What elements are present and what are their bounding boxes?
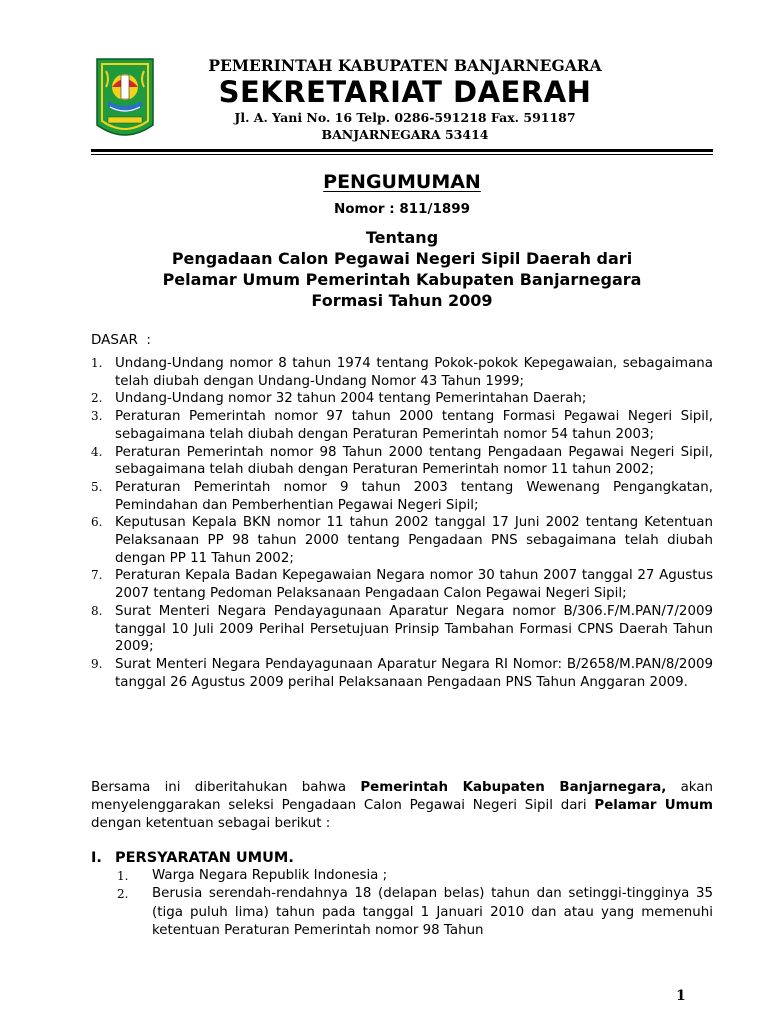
requirements-list <box>115 867 713 940</box>
list-item: 7. Peraturan Kepala Badan Kepegawaian Negara nomor 30 tahun 2007 tanggal 27 Agustus 2007 tentang Pedoman Pelaksanaan Pengadaan Calon Pegawai Negeri Sipil; <box>91 568 713 602</box>
banjarnegara-emblem-logo <box>94 57 156 145</box>
letterhead-address: Jl. A. Yani No. 16 Telp. 0286-591218 Fax. 591187 <box>234 110 576 125</box>
list-item: 8. Surat Menteri Negara Pendayagunaan Aparatur Negara nomor B/306.F/M.PAN/7/2009 tanggal 10 Juli 2009 Perihal Persetujuan Prinsip Tambahan Formasi CPNS Daerah Tahun 2009; <box>91 603 713 655</box>
letterhead-office: SEKRETARIAT DAERAH <box>218 75 592 109</box>
dasar-list <box>91 355 713 691</box>
list-item: 4. Peraturan Pemerintah nomor 98 Tahun 2000 tentang Pengadaan Pegawai Negeri Sipil, sebagaimana telah diubah dengan Peraturan Pemerintah nomor 11 tahun 2002; <box>91 444 713 478</box>
section-heading: I. PERSYARATAN UMUM. <box>91 850 294 866</box>
list-item: 2. Berusia serendah-rendahnya 18 (delapan belas) tahun dan setinggi-tingginya 35 (tiga puluh lima) tahun pada tanggal 1 Januari 2010 dan atau yang memenuhi ketentuan Peraturan Pemerintah nomor 98 Tahun <box>117 886 713 938</box>
letterhead-divider-thin <box>91 154 713 155</box>
page-number: 1 <box>676 988 686 1004</box>
list-item: 2. Undang-Undang nomor 32 tahun 2004 tentang Pemerintahan Daerah; <box>91 391 587 407</box>
list-item: 1. Undang-Undang nomor 8 tahun 1974 tentang Pokok-pokok Kepegawaian, sebagaimana telah diubah dengan Undang-Undang Nomor 43 Tahun 1999; <box>91 356 713 389</box>
letterhead-divider-thick <box>91 149 713 152</box>
intro-paragraph: Bersama ini diberitahukan bahwa Pemerintah Kabupaten Banjarnegara, akan menyelenggarakan seleksi Pengadaan Calon Pegawai Negeri Sipil dari Pelamar Umum dengan ketentuan sebagai berikut : <box>91 780 714 831</box>
letterhead <box>160 56 650 143</box>
announcement-about: Tentang <box>365 228 439 247</box>
announcement-title: PENGUMUMAN <box>323 171 481 193</box>
announcement-number: Nomor : 811/1899 <box>333 201 471 217</box>
list-item: 9. Surat Menteri Negara Pendayagunaan Aparatur Negara RI Nomor: B/2658/M.PAN/8/2009 tanggal 26 Agustus 2009 perihal Pelaksanaan Pengadaan PNS Tahun Anggaran 2009. <box>91 656 713 690</box>
letterhead-government: PEMERINTAH KABUPATEN BANJARNEGARA <box>208 56 602 75</box>
announcement-subject: Pengadaan Calon Pegawai Negeri Sipil Daerah dari Pelamar Umum Pemerintah Kabupaten Banjarnegara Formasi Tahun 2009 <box>162 249 642 310</box>
list-item: 3. Peraturan Pemerintah nomor 97 tahun 2000 tentang Formasi Pegawai Negeri Sipil, sebagaimana telah diubah dengan Peraturan Pemerintah nomor 54 tahun 2003; <box>91 409 713 442</box>
list-item: 1. Warga Negara Republik Indonesia ; <box>117 868 388 883</box>
letterhead-city: BANJARNEGARA 53414 <box>321 127 489 142</box>
list-item: 5. Peraturan Pemerintah nomor 9 tahun 2003 tentang Wewenang Pengangkatan, Pemindahan dan Pemberhentian Pegawai Negeri Sipil; <box>91 479 713 513</box>
dasar-label: DASAR : <box>91 332 151 348</box>
list-item: 6. Keputusan Kepala BKN nomor 11 tahun 2002 tanggal 17 Juni 2002 tentang Ketentuan Pelaksanaan PP 98 tahun 2000 tentang Pengadaan PNS sebagaimana telah diubah dengan PP 11 Tahun 2002; <box>91 515 713 566</box>
